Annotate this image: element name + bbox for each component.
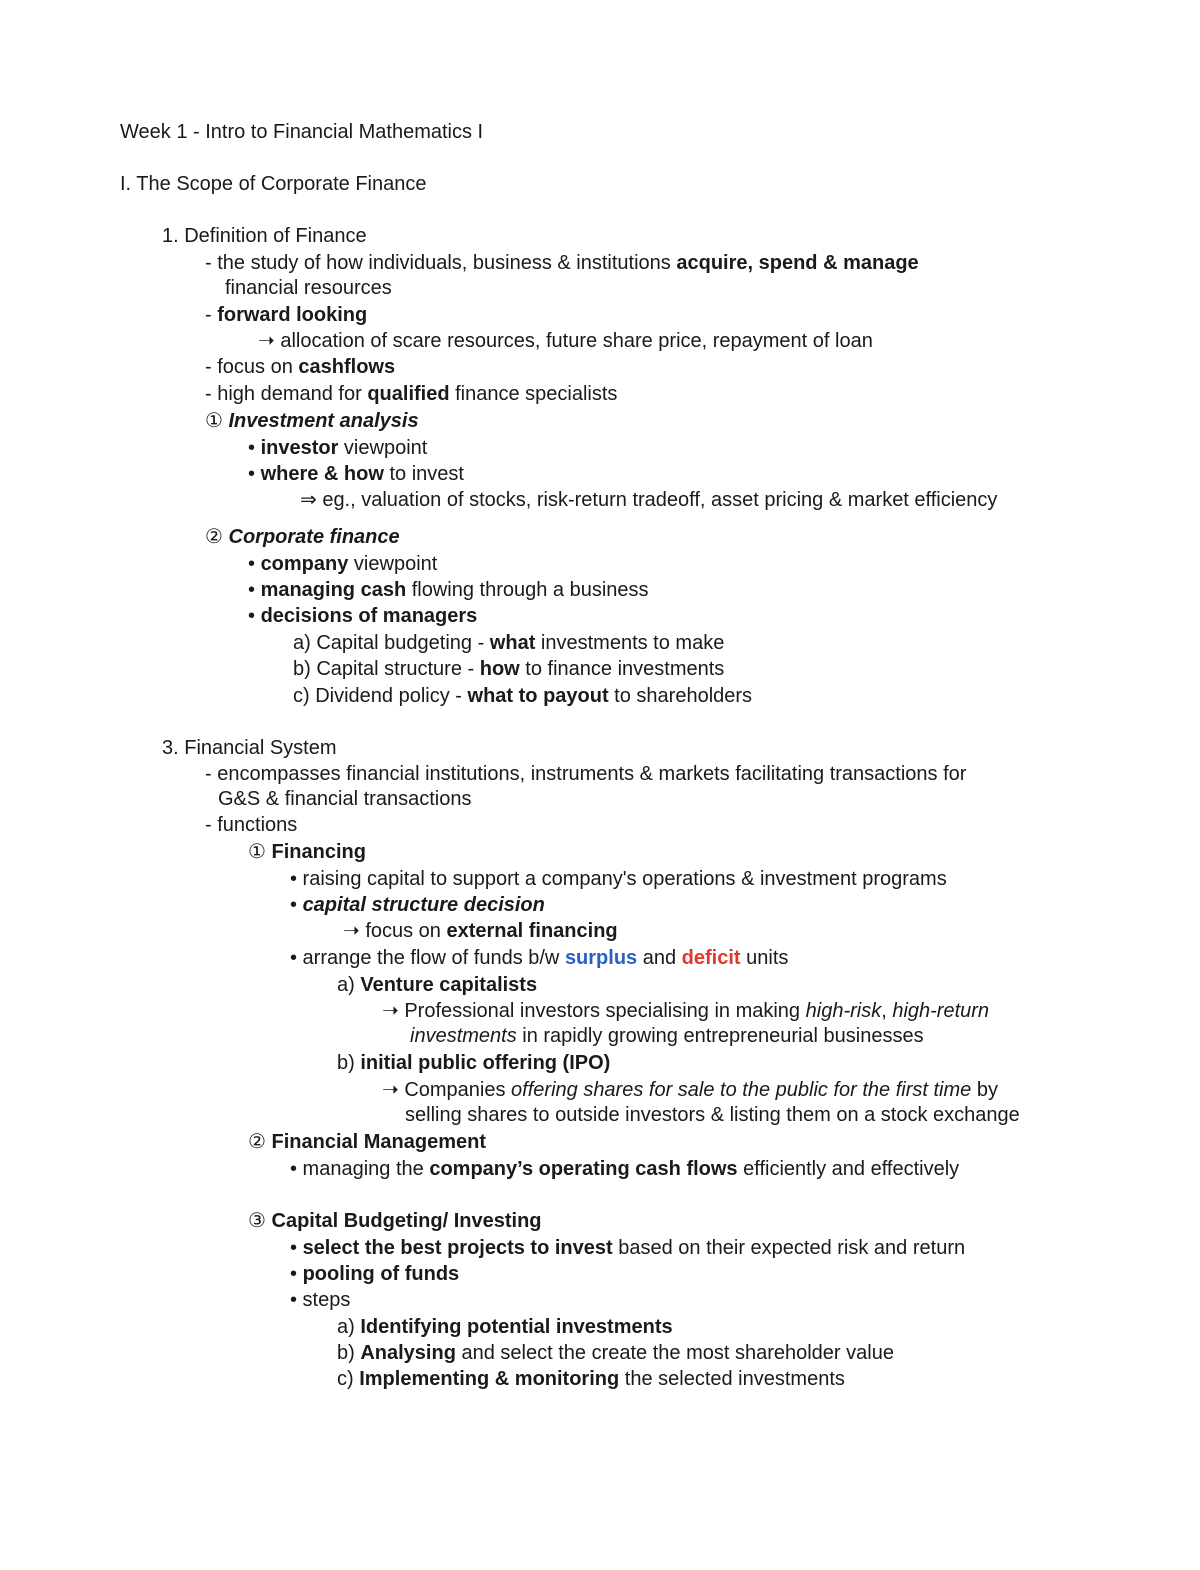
text-line: [290, 867, 947, 891]
text-line: [120, 172, 426, 196]
text-segment: G&S & financial transactions: [218, 788, 472, 810]
text-line: [248, 436, 427, 460]
text-line: [290, 893, 545, 917]
text-segment: company: [260, 553, 349, 575]
text-segment: -: [205, 304, 218, 326]
text-line: [382, 1078, 998, 1102]
text-line: [293, 657, 724, 681]
text-segment: cashflows: [298, 356, 396, 378]
text-line: [337, 973, 537, 997]
text-segment: ➝ allocation of scare resources, future share price, repayment of loan: [258, 330, 873, 352]
text-segment: investments: [410, 1025, 517, 1047]
text-line: [218, 787, 471, 811]
text-segment: investor: [260, 437, 339, 459]
text-segment: managing cash: [260, 579, 407, 601]
text-segment: investments to make: [535, 632, 725, 654]
text-segment: - the study of how individuals, business & institutions: [205, 252, 677, 274]
text-segment: the selected investments: [619, 1368, 845, 1390]
text-segment: •: [290, 1237, 303, 1259]
text-segment: based on their expected risk and return: [612, 1237, 966, 1259]
text-line: [337, 1341, 894, 1365]
text-segment: ,: [881, 1000, 893, 1022]
text-line: [248, 462, 464, 486]
text-line: [290, 946, 788, 970]
text-segment: pooling of funds: [302, 1263, 460, 1285]
text-segment: finance specialists: [449, 383, 618, 405]
text-line: [258, 329, 873, 353]
text-segment: high-risk: [805, 1000, 882, 1022]
text-line: [205, 409, 419, 433]
text-line: [290, 1288, 350, 1312]
text-line: [405, 1103, 1020, 1127]
text-line: [205, 303, 367, 327]
text-segment: a) Capital budgeting -: [293, 632, 490, 654]
text-line: [248, 578, 649, 602]
text-segment: •: [290, 894, 303, 916]
text-segment: in rapidly growing entrepreneurial businesses: [516, 1025, 924, 1047]
text-segment: viewpoint: [348, 553, 438, 575]
text-segment: Financial Management: [271, 1131, 486, 1153]
text-segment: • managing the: [290, 1158, 430, 1180]
text-line: [205, 525, 400, 549]
text-line: [290, 1236, 965, 1260]
text-segment: Implementing & monitoring: [359, 1368, 620, 1390]
text-segment: I. The Scope of Corporate Finance: [120, 173, 427, 195]
text-segment: Identifying potential investments: [360, 1316, 673, 1338]
text-segment: Capital Budgeting/ Investing: [271, 1210, 542, 1232]
text-line: [410, 1024, 924, 1048]
text-segment: •: [248, 605, 261, 627]
text-segment: - functions: [205, 814, 298, 836]
text-line: [248, 552, 437, 576]
text-line: [248, 840, 366, 864]
text-segment: initial public offering (IPO): [360, 1052, 611, 1074]
text-segment: Analysing: [360, 1342, 456, 1364]
text-segment: ➝ focus on: [343, 920, 447, 942]
text-line: [343, 919, 618, 943]
text-line: [162, 224, 367, 248]
text-segment: 1. Definition of Finance: [162, 225, 367, 247]
text-segment: efficiently and effectively: [737, 1158, 960, 1180]
text-segment: what to payout: [467, 685, 609, 707]
text-segment: ⇒ eg., valuation of stocks, risk-return tradeoff, asset pricing & market efficiency: [300, 489, 998, 511]
text-segment: ①: [205, 410, 229, 432]
text-segment: •: [248, 437, 261, 459]
text-segment: to shareholders: [608, 685, 753, 707]
text-segment: to invest: [383, 463, 464, 485]
text-line: [290, 1262, 459, 1286]
text-line: [248, 1209, 542, 1233]
text-segment: c): [337, 1368, 360, 1390]
text-segment: to finance investments: [519, 658, 725, 680]
text-line: [248, 604, 477, 628]
text-segment: deficit: [681, 947, 741, 969]
text-segment: flowing through a business: [406, 579, 649, 601]
text-segment: Financing: [271, 841, 366, 863]
text-line: [225, 276, 392, 300]
text-segment: offering shares for sale to the public for the first time: [511, 1079, 972, 1101]
text-segment: capital structure decision: [302, 894, 545, 916]
text-segment: ②: [248, 1131, 272, 1153]
text-segment: a): [337, 974, 361, 996]
text-segment: 3. Financial System: [162, 737, 337, 759]
text-segment: surplus: [564, 947, 638, 969]
text-segment: where & how: [260, 463, 384, 485]
text-segment: decisions of managers: [260, 605, 478, 627]
text-line: [290, 1157, 959, 1181]
text-line: [248, 1130, 486, 1154]
text-segment: - encompasses financial institutions, instruments & markets facilitating transactions for: [205, 763, 967, 785]
text-segment: b): [337, 1052, 361, 1074]
text-segment: how: [479, 658, 520, 680]
text-segment: ①: [248, 841, 272, 863]
text-line: [337, 1315, 673, 1339]
text-line: [205, 251, 919, 275]
text-segment: ②: [205, 526, 229, 548]
text-segment: by: [971, 1079, 998, 1101]
text-segment: •: [248, 553, 261, 575]
text-line: [162, 736, 337, 760]
text-segment: - high demand for: [205, 383, 368, 405]
text-segment: • arrange the flow of funds b/w: [290, 947, 565, 969]
text-line: [382, 999, 989, 1023]
text-segment: financial resources: [225, 277, 392, 299]
text-segment: and: [637, 947, 682, 969]
text-line: [300, 488, 997, 512]
text-line: [205, 382, 617, 406]
text-segment: and select the create the most shareholder value: [455, 1342, 894, 1364]
text-segment: external financing: [446, 920, 618, 942]
text-line: [337, 1051, 610, 1075]
text-line: [120, 120, 483, 144]
text-segment: Investment analysis: [228, 410, 419, 432]
text-segment: ➝ Companies: [382, 1079, 512, 1101]
text-segment: •: [248, 463, 261, 485]
text-segment: ➝ Professional investors specialising in making: [382, 1000, 806, 1022]
text-segment: •: [290, 1263, 303, 1285]
text-segment: selling shares to outside investors & listing them on a stock exchange: [405, 1104, 1020, 1126]
text-segment: Venture capitalists: [360, 974, 538, 996]
text-segment: units: [740, 947, 789, 969]
text-line: [205, 813, 297, 837]
text-segment: ③: [248, 1210, 272, 1232]
text-segment: a): [337, 1316, 361, 1338]
text-line: [205, 355, 395, 379]
text-segment: Week 1 - Intro to Financial Mathematics I: [120, 121, 484, 143]
text-segment: b) Capital structure -: [293, 658, 480, 680]
text-segment: what: [489, 632, 536, 654]
text-segment: b): [337, 1342, 361, 1364]
text-segment: company’s operating cash flows: [429, 1158, 738, 1180]
text-line: [293, 631, 724, 655]
text-segment: c) Dividend policy -: [293, 685, 468, 707]
text-segment: forward looking: [217, 304, 368, 326]
text-segment: Corporate finance: [228, 526, 400, 548]
text-segment: • raising capital to support a company's operations & investment programs: [290, 868, 947, 890]
text-line: [337, 1367, 845, 1391]
text-segment: viewpoint: [338, 437, 428, 459]
text-segment: • steps: [290, 1289, 351, 1311]
text-segment: acquire, spend & manage: [676, 252, 919, 274]
text-segment: - focus on: [205, 356, 299, 378]
text-segment: •: [248, 579, 261, 601]
text-line: [205, 762, 966, 786]
text-segment: high-return: [892, 1000, 990, 1022]
text-segment: select the best projects to invest: [302, 1237, 613, 1259]
text-segment: qualified: [367, 383, 450, 405]
text-line: [293, 684, 752, 708]
